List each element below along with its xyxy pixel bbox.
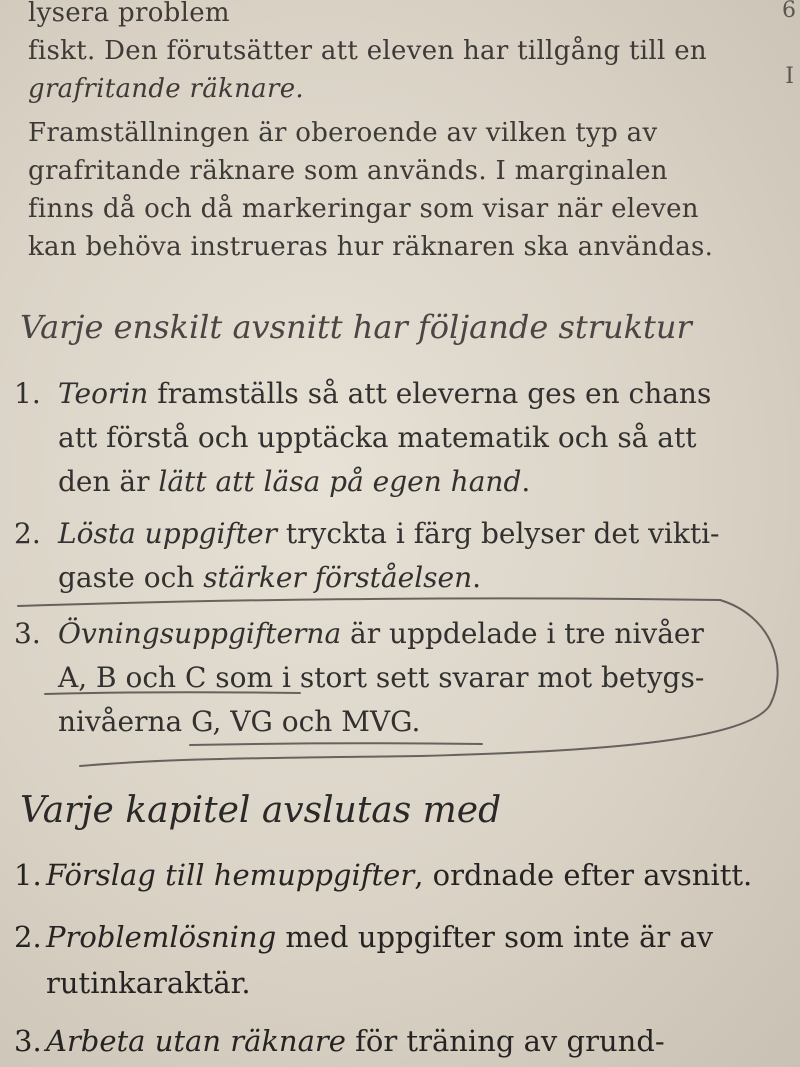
intro-italic-term: grafritande räknare. — [28, 74, 304, 104]
list-line — [58, 512, 720, 556]
intro-line: grafritande räknare som används. I marginalen — [28, 156, 668, 186]
page-number-partial: 6 — [782, 0, 796, 23]
list-item-term: Förslag till hemuppgifter — [46, 858, 415, 892]
list-text: . — [472, 561, 482, 594]
list-text: är uppdelade i tre nivåer — [341, 617, 704, 650]
intro-line — [28, 70, 707, 108]
list-item-emphasis: stärker förståelsen — [203, 561, 473, 594]
list-line: att förstå och upptäcka matematik och så att — [58, 421, 697, 454]
list-item-emphasis: lätt att läsa på egen hand — [158, 465, 522, 498]
list-item-term: Lösta uppgifter — [58, 517, 277, 550]
list-text: . — [521, 465, 531, 498]
list-item-body — [46, 914, 713, 1006]
list-item-body — [58, 372, 711, 504]
intro-line: lysera problem — [28, 0, 230, 28]
list-text: gaste och — [58, 561, 204, 594]
list-line — [46, 852, 752, 898]
intro-paragraph-1 — [28, 0, 707, 108]
margin-mark: I — [785, 64, 794, 89]
list-item-term: Problemlösning — [46, 920, 277, 954]
list-number: 2. — [14, 920, 42, 954]
list-item-body — [58, 612, 704, 744]
list-number: 3. — [14, 617, 41, 650]
list-text: för träning av grund- — [345, 1024, 665, 1058]
list-line — [58, 372, 711, 416]
list-item-body — [46, 852, 752, 898]
intro-line: fiskt. Den förutsätter att eleven har tillgång till en — [28, 36, 707, 66]
list-item-body — [46, 1018, 665, 1064]
list-text: tryckta i färg belyser det vikti- — [277, 517, 720, 550]
list-line — [58, 460, 711, 504]
list-line — [58, 612, 704, 656]
list-number: 1. — [14, 377, 41, 410]
list-item-term: Arbeta utan räknare — [46, 1024, 346, 1058]
list-number: 2. — [14, 517, 41, 550]
list-text: med uppgifter som inte är av — [276, 920, 714, 954]
section-heading-chapter: Varje kapitel avslutas med — [20, 790, 502, 831]
list-text: framställs så att eleverna ges en chans — [148, 377, 712, 410]
list-line: nivåerna G, VG och MVG. — [58, 705, 421, 738]
list-line: A, B och C som i stort sett svarar mot betygs- — [58, 661, 705, 694]
list-line: rutinkaraktär. — [46, 966, 251, 1000]
list-item-term: Teorin — [58, 377, 149, 410]
list-item-term: Övningsuppgifterna — [58, 617, 342, 650]
intro-paragraph-2 — [28, 114, 713, 266]
section-heading-structure: Varje enskilt avsnitt har följande struktur — [20, 308, 692, 346]
intro-line: Framställningen är oberoende av vilken typ av — [28, 118, 658, 148]
list-item-body — [58, 512, 720, 600]
list-line — [46, 1018, 665, 1064]
list-text: , ordnade efter avsnitt. — [414, 858, 753, 892]
intro-line: finns då och då markeringar som visar när eleven — [28, 194, 699, 224]
list-number: 3. — [14, 1024, 42, 1058]
intro-line: kan behöva instrueras hur räknaren ska användas. — [28, 232, 714, 262]
list-line — [46, 914, 713, 960]
list-text: den är — [58, 465, 159, 498]
list-line — [58, 556, 720, 600]
list-number: 1. — [14, 858, 42, 892]
